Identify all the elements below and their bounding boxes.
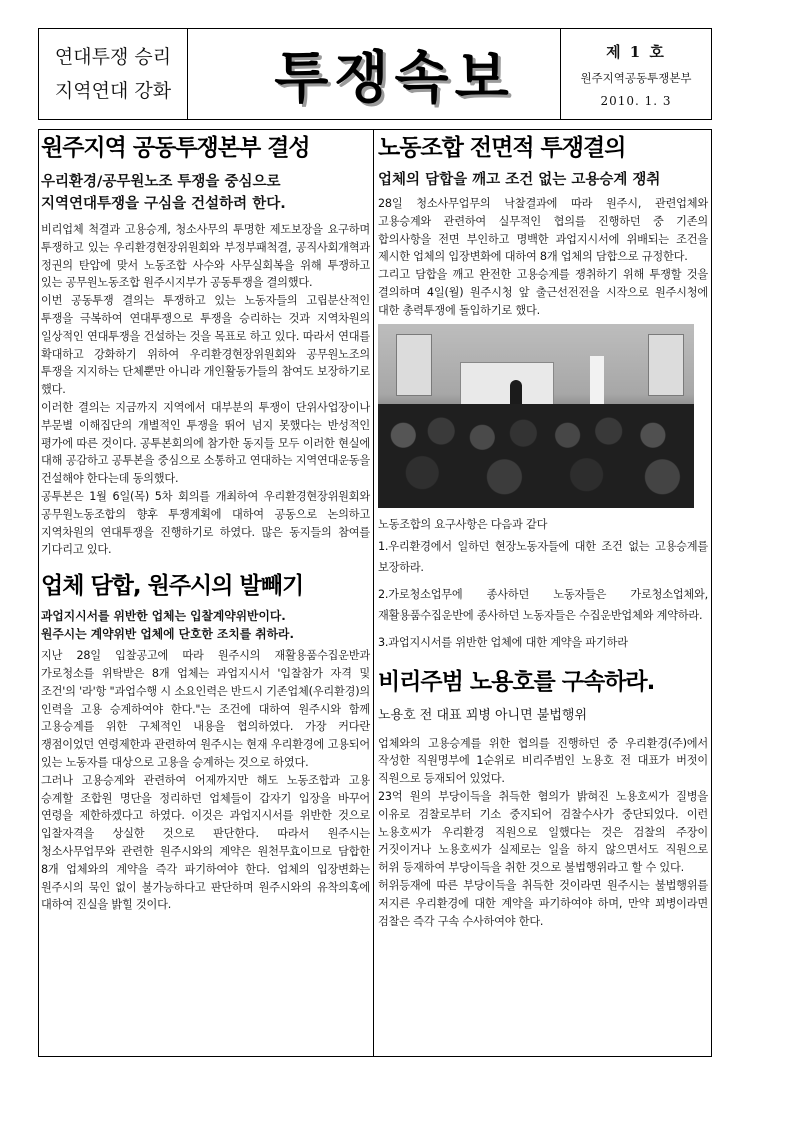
demand-3: 3.과업지시서를 위반한 업체에 대한 계약을 파기하라 [378, 635, 628, 649]
masthead-slogan [39, 29, 188, 119]
article1-paragraph-3: 이러한 결의는 지금까지 지역에서 대부분의 투쟁이 단위사업장이나 부문별 이해집단의 개별적인 투쟁을 뛰어 넘지 못했다는 반성적인 평가에 따른 것이다. 공투본회의에 참가한 동지들 모두 이러한 현실에 대해 공감하고 공투본을 중심으로 소통하고 연대하는 지역연대운동을 건설해야 한다는데 동의했다. [41, 400, 370, 486]
article3-paragraph-1: 28일 청소사무업무의 낙찰결과에 따라 원주시, 관련업체와 고용승계와 관련하여 실무적인 협의를 진행하던 중 기존의 합의사항을 전면 부인하고 명백한 과업지시서에 위배되는 조건을 제시한 업체의 입장변화에 대하여 8개 업체의 담합으로 규정한다. [378, 197, 708, 264]
article1-paragraph-2: 이번 공동투쟁 결의는 투쟁하고 있는 노동자들의 고립분산적인 투쟁을 극복하여 연대투쟁으로 투쟁을 승리하는 것과 지역차원의 일상적인 연대투쟁을 건설하는 것을 목표로 하고 있다. 따라서 연대를 확대하고 강화하기 위하여 우리환경현장위원회와 공무원노조의 투쟁을 지지하는 단체뿐만 아니라 개인활동가들의 참여도 보장하기로 했다. [41, 294, 370, 397]
newsletter-title: 투쟁속보 [274, 46, 515, 111]
demands-intro: 노동조합의 요구사항은 다음과 같다 [378, 517, 548, 531]
masthead [38, 28, 712, 120]
article3-headline: 노동조합 전면적 투쟁결의 [378, 135, 626, 161]
article4-headline: 비리주범 노용호를 구속하라. [378, 668, 655, 695]
photo-window-right [648, 334, 684, 396]
article1-paragraph-1: 비리업체 척결과 고용승계, 청소사무의 투명한 제도보장을 요구하며 투쟁하고 있는 우리환경현장위원회와 부정부패척결, 공직사회개혁과 정권의 탄압에 맞서 노동조합 사수와 사무실회복을 위해 투쟁하고 있는 공무원노동조합 원주시지부가 공동투쟁을 결의했다. [41, 223, 370, 290]
article2-subhead-2: 원주시는 계약위반 업체에 단호한 조치를 취하라. [41, 627, 294, 642]
slogan-line-1: 연대투쟁 승리 [54, 46, 172, 68]
article1-subhead-2: 지역연대투쟁을 구심을 건설하려 한다. [41, 196, 286, 212]
article2-paragraph-1: 지난 28일 입찰공고에 따라 원주시의 재활용품수집운반과 가로청소를 위탁받은 8개 업체는 과업지시서 '입찰참가 자격 및 조건'의 '라'항 "과업수행 시 소요인력은 반드시 기존업체(우리환경)의 인력을 고용 승계하여야 한다."는 조건에 대하여 원주시와 함께 고용승계를 위한 구체적인 내용을 협의하였다. 가장 커다란 쟁점이었던 연령제한과 관련하여 원주시는 현재 우리환경에 고용되어 있는 노동자를 대상으로 고용을 승계하는 것으로 하였다. [41, 649, 370, 769]
article1-headline: 원주지역 공동투쟁본부 결성 [41, 135, 310, 161]
demand-1: 1.우리환경에서 일하던 현장노동자들에 대한 조건 없는 고용승계를 보장하라. [378, 539, 708, 574]
article4-paragraph-3: 허위등재에 따른 부당이득을 취득한 것이라면 원주시는 불법행위를 저지른 우리환경에 대한 계약을 파기하여야 하며, 만약 꾀병이라면 검찰은 즉각 구속 수사하여야 한다. [378, 878, 708, 928]
article3-subhead-1: 업체의 담합을 깨고 조건 없는 고용승계 쟁취 [378, 172, 661, 188]
article4-subhead-1: 노용호 전 대표 꾀병 아니면 불법행위 [378, 707, 588, 723]
article3-paragraph-2: 그리고 담합을 깨고 완전한 고용승계를 쟁취하기 위해 투쟁할 것을 결의하며 4일(월) 원주시청 앞 출근선전전을 시작으로 원주시청에 대한 총력투쟁에 돌입하기로 했다. [378, 268, 708, 317]
issue-date: 2010. 1. 3 [600, 93, 672, 108]
photo-whiteboard [460, 362, 554, 408]
article2-subhead-1: 과업지시서를 위반한 업체는 입찰계약위반이다. [41, 609, 286, 624]
publisher-org: 원주지역공동투쟁본부 [580, 70, 692, 85]
right-column [378, 131, 708, 930]
left-column [41, 131, 370, 914]
photo-audience [378, 404, 694, 508]
article1-paragraph-4: 공투본은 1월 6일(목) 5차 회의를 개최하여 우리환경현장위원회와 공무원노동조합의 향후 투쟁계획에 대하여 공동으로 논의하고 지역차원의 연대투쟁을 진행하기로 하였다. 많은 동지들의 참여를 기다리고 있다. [41, 489, 370, 557]
article4-paragraph-1: 업체와의 고용승계를 위한 협의를 진행하던 중 우리환경(주)에서 작성한 직원명부에 1순위로 비리주범인 노용호 전 대표가 버젓이 직원으로 등재되어 있었다. [378, 736, 708, 786]
slogan-line-2: 지역연대 강화 [54, 80, 172, 102]
demand-2: 2.가로청소업무에 종사하던 노동자들은 가로청소업체와, 재활용품수집운반에 종사하던 노동자들은 수집운반업체와 계약하라. [378, 587, 708, 622]
column-divider [373, 129, 374, 1057]
issue-info [560, 29, 711, 119]
rally-photo [378, 324, 694, 508]
article2-paragraph-2: 그러나 고용승계와 관련하여 어제까지만 해도 노동조합과 고용 승계할 조합원 명단을 정리하던 업체들이 갑자기 입장을 바꾸어 연령을 제한하겠다고 하였다. 이것은 과업지시서를 위반한 것으로 입찰자격을 상실한 것으로 판단한다. 따라서 원주시는 청소사무업무와 관련한 원주시와의 계약은 원천무효이므로 담합한 8개 업체와의 계약을 즉각 파기하여야 한다. 업체의 입장변화는 원주시의 묵인 없이 불가능하다고 판단하며 원주시와의 유착의혹에 대하여 진실을 밝힐 것이다. [41, 773, 370, 912]
article1-subhead-1: 우리환경/공무원노조 투쟁을 중심으로 [41, 174, 281, 190]
article4-paragraph-2: 23억 원의 부당이득을 취득한 혐의가 밝혀진 노용호씨가 질병을 이유로 검찰로부터 기소 중지되어 검찰수사가 중단되었다. 이런 노용호씨가 우리환경 직원으로 일했다는 것은 검찰의 주장이 거짓이거나 노용호씨가 실제로는 일을 하지 않으면서도 직원으로 허위 등재하여 부당이득을 취한 것으로 불법행위라고 할 수 있다. [378, 789, 708, 875]
article2-headline: 업체 담합, 원주시의 발빼기 [41, 573, 304, 600]
photo-window-left [396, 334, 432, 396]
issue-number: 제 1 호 [606, 42, 666, 61]
photo-air-conditioner [590, 356, 604, 406]
